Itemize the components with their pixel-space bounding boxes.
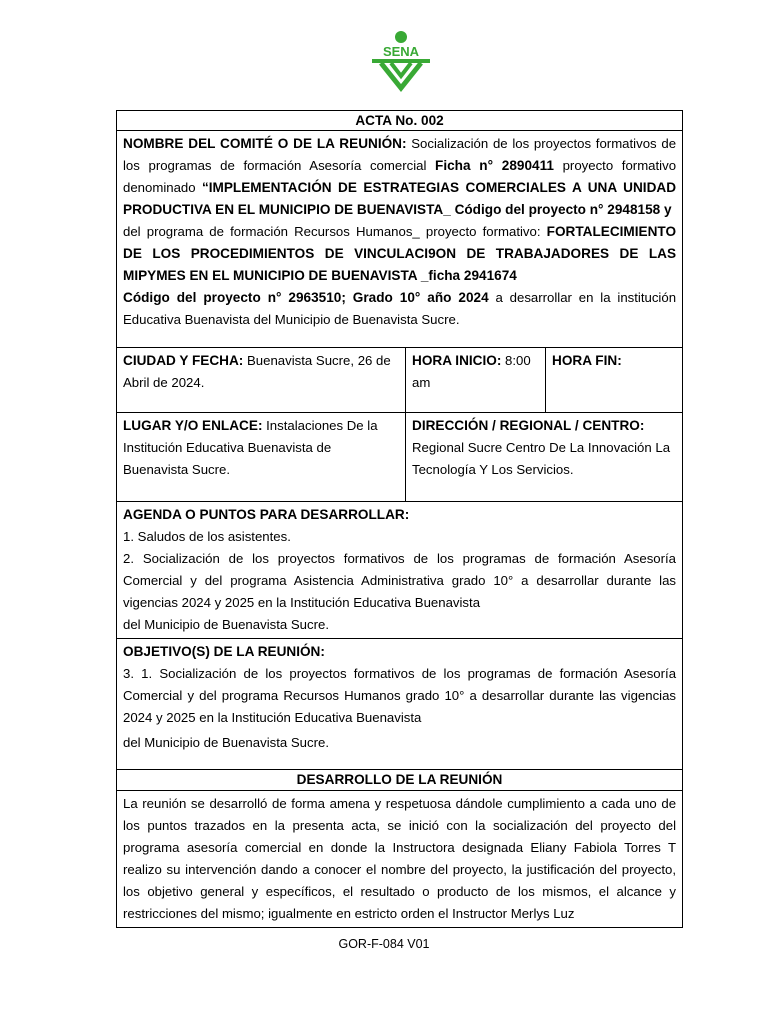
acta-title: ACTA No. 002 [355, 113, 444, 128]
nombre-label: NOMBRE DEL COMITÉ O DE LA REUNIÓN: [123, 136, 407, 151]
nombre-text-1: Socialización de los proyectos formativos de los programas de formación Asesoría comercial [123, 136, 677, 173]
desarrollo-label: DESARROLLO DE LA REUNIÓN [296, 772, 503, 787]
sena-logo [369, 30, 433, 92]
proyecto-2: FORTALECIMIENTO DE LOS PROCEDIMIENTOS DE VINCULACI9ON DE TRABAJADORES DE LAS MIPYMES EN EL MUNICIPIO DE BUENAVISTA _ficha 2941674 [123, 224, 677, 283]
direccion-value: Regional Sucre Centro De La Innovación La Tecnología Y Los Servicios. [412, 440, 671, 477]
hora-inicio-label: HORA INICIO: [412, 353, 502, 368]
lugar-label: LUGAR Y/O ENLACE: [123, 418, 263, 433]
hora-fin-label: HORA FIN: [552, 353, 622, 368]
nombre-text-3: del programa de formación Recursos Humanos_ proyecto formativo: [123, 224, 547, 239]
direccion-label: DIRECCIÓN / REGIONAL / CENTRO: [412, 418, 645, 433]
objetivo-item-1b: del Municipio de Buenavista Sucre. [123, 735, 329, 750]
codigo-2: Código del proyecto n° 2963510; Grado 10° año 2024 [123, 290, 489, 305]
desarrollo-text: La reunión se desarrolló de forma amena y respetuosa dándole cumplimiento a cada uno de los puntos trazados en la presenta acta, se inició con la socialización del proyecto del programa asesoría comercial en donde la Instructora designada Eliany Fabiola Torres T realizo su intervención dando a conocer el nombre del proyecto, la justificación del proyecto, los objetivo general y específicos, el resultado o producto de los mismos, el alcance y restricciones del mismo; igualmente en estricto orden el Instructor Merlys Luz [123, 796, 677, 921]
desarrollo-title-row [117, 770, 683, 791]
ciudad-label: CIUDAD Y FECHA: [123, 353, 244, 368]
ficha-1: Ficha n° 2890411 [435, 158, 554, 173]
form-code: GOR-F-084 V01 [338, 937, 430, 951]
objetivo-item-1: 3. 1. Socialización de los proyectos formativos de los programas de formación Asesoría Comercial y del programa Recursos Humanos grado 10° a desarrollar durante las vigencias 2024 y 2025 en la Institución Educativa Buenavista [123, 666, 677, 725]
lugar-value: Instalaciones De la Institución Educativa Buenavista de Buenavista Sucre. [123, 418, 378, 477]
logo-inner [391, 63, 411, 76]
nombre-row [117, 131, 683, 348]
ciudad-value: Buenavista Sucre, 26 de Abril de 2024. [123, 353, 391, 390]
agenda-row [117, 502, 683, 639]
nombre-text-2: proyecto formativo denominado [123, 158, 677, 195]
objetivo-label: OBJETIVO(S) DE LA REUNIÓN: [123, 644, 325, 659]
desarrollo-row [117, 791, 683, 928]
objetivo-row [117, 639, 683, 770]
agenda-item-2: 2. Socialización de los proyectos formativos de los programas de formación Asesoría Comercial y del programa Asistencia Administrativa grado 10° a desarrollar durante las vigencias 2024 y 2025 en la Institución Educativa Buenavista [123, 551, 677, 610]
ciudad-row [117, 348, 683, 413]
proyecto-1: “IMPLEMENTACIÓN DE ESTRATEGIAS COMERCIALES A UNA UNIDAD PRODUCTIVA EN EL MUNICIPIO DE BUENAVISTA_ Código del proyecto n° 2948158 y [123, 180, 677, 217]
logo-text: SENA [382, 44, 420, 59]
hora-inicio-value: 8:00 am [412, 353, 531, 390]
agenda-item-2b: del Municipio de Buenavista Sucre. [123, 617, 329, 632]
acta-title-row [117, 111, 683, 131]
acta-table [116, 110, 683, 928]
lugar-row [117, 413, 683, 502]
nombre-text-4: a desarrollar en la institución Educativa Buenavista del Municipio de Buenavista Sucre. [123, 290, 677, 327]
logo-head [395, 31, 407, 43]
agenda-item-1: 1. Saludos de los asistentes. [123, 529, 291, 544]
agenda-label: AGENDA O PUNTOS PARA DESARROLLAR: [123, 507, 410, 522]
